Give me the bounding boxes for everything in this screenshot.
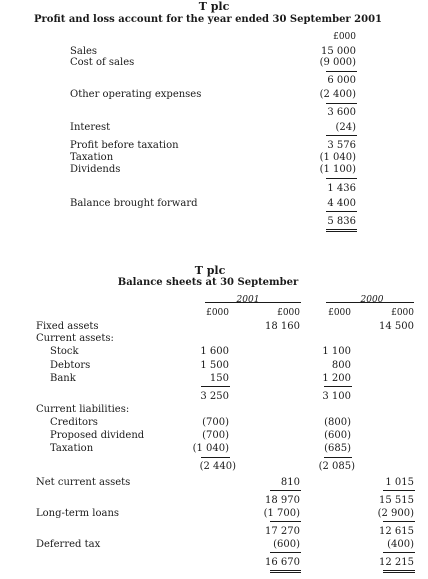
- pl-value-balance-carried-forward: 5 836: [327, 216, 356, 227]
- bs-company-name: T plc: [194, 264, 226, 277]
- bs-value-total-assets-less-cl-2001: 18 970: [265, 495, 300, 506]
- bs-value-long-term-loans-2000: (2 900): [377, 508, 414, 519]
- bs-value-total-assets-less-cl-2000: 15 515: [379, 495, 414, 506]
- bs-value-creditors-2000: (800): [324, 417, 351, 428]
- bs-year-2000: 2000: [360, 295, 384, 305]
- bs-double-rule: [270, 570, 301, 573]
- pl-label-profit-before-taxation: Profit before taxation: [70, 140, 179, 151]
- pl-value-cost-of-sales: (9 000): [319, 57, 356, 68]
- bs-value-after-loans-2000: 12 615: [379, 526, 414, 537]
- pl-value-retained-profit: 1 436: [327, 183, 356, 194]
- bs-rule: [270, 521, 301, 522]
- pl-value-sales: 15 000: [321, 46, 356, 57]
- bs-label-current-liabilities: Current liabilities:: [36, 404, 130, 415]
- pl-label-taxation: Taxation: [70, 152, 114, 163]
- pl-label-other-operating-expenses: Other operating expenses: [70, 89, 202, 100]
- bs-value-bank-2000: 1 200: [322, 373, 351, 384]
- bs-label-stock: Stock: [50, 346, 79, 357]
- pl-value-operating-profit: 3 600: [327, 107, 356, 118]
- bs-value-proposed-dividend-2001: (700): [202, 430, 229, 441]
- bs-label-debtors: Debtors: [50, 360, 91, 371]
- bs-value-taxation-2001: (1 040): [192, 443, 229, 454]
- bs-value-stock-2001: 1 600: [200, 346, 229, 357]
- pl-value-dividends: (1 100): [319, 164, 356, 175]
- pl-value-profit-before-taxation: 3 576: [327, 140, 356, 151]
- bs-rule: [201, 386, 230, 387]
- pl-label-sales: Sales: [70, 46, 98, 57]
- pl-double-rule: [326, 229, 357, 232]
- pl-rule: [326, 211, 357, 212]
- bs-label-long-term-loans: Long-term loans: [36, 508, 120, 519]
- pl-label-interest: Interest: [70, 122, 111, 133]
- bs-value-fixed-assets-2001: 18 160: [265, 321, 300, 332]
- bs-value-current-liabilities-total-2001: (2 440): [199, 461, 236, 472]
- pl-title: Profit and loss account for the year ended 30 September 2001: [33, 14, 383, 25]
- bs-title: Balance sheets at 30 September: [117, 277, 299, 288]
- pl-unit-header: £000: [333, 32, 356, 42]
- pl-value-taxation: (1 040): [319, 152, 356, 163]
- bs-double-rule: [383, 570, 415, 573]
- bs-year-rule: [326, 302, 414, 303]
- bs-value-debtors-2001: 1 500: [200, 360, 229, 371]
- bs-value-net-assets-2000: 12 215: [379, 557, 414, 568]
- bs-label-taxation: Taxation: [50, 443, 94, 454]
- pl-value-gross-profit: 6 000: [327, 75, 356, 86]
- bs-value-current-assets-total-2000: 3 100: [322, 391, 351, 402]
- pl-rule: [326, 135, 357, 136]
- bs-value-fixed-assets-2000: 14 500: [379, 321, 414, 332]
- bs-label-net-current-assets: Net current assets: [36, 477, 131, 488]
- bs-value-proposed-dividend-2000: (600): [324, 430, 351, 441]
- bs-value-deferred-tax-2001: (600): [273, 539, 300, 550]
- bs-rule: [270, 490, 301, 491]
- bs-value-after-loans-2001: 17 270: [265, 526, 300, 537]
- bs-year-2001: 2001: [236, 295, 260, 305]
- bs-unit-header: £000: [328, 308, 351, 318]
- pl-value-balance-brought-forward: 4 400: [327, 198, 356, 209]
- bs-rule: [383, 521, 415, 522]
- bs-rule: [270, 552, 301, 553]
- pl-label-cost-of-sales: Cost of sales: [70, 57, 135, 68]
- bs-rule: [383, 490, 415, 491]
- bs-value-current-assets-total-2001: 3 250: [200, 391, 229, 402]
- bs-value-long-term-loans-2001: (1 700): [263, 508, 300, 519]
- bs-label-creditors: Creditors: [50, 417, 98, 428]
- bs-label-deferred-tax: Deferred tax: [36, 539, 101, 550]
- pl-rule: [326, 71, 357, 72]
- bs-value-bank-2001: 150: [209, 373, 229, 384]
- bs-rule: [324, 457, 352, 458]
- bs-unit-header: £000: [391, 308, 414, 318]
- bs-value-current-liabilities-total-2000: (2 085): [318, 461, 355, 472]
- bs-label-proposed-dividend: Proposed dividend: [50, 430, 145, 441]
- pl-value-other-operating-expenses: (2 400): [319, 89, 356, 100]
- pl-company-name: T plc: [198, 0, 230, 13]
- pl-rule: [326, 178, 357, 179]
- pl-label-balance-brought-forward: Balance brought forward: [70, 198, 198, 209]
- bs-value-net-current-assets-2001: 810: [280, 477, 300, 488]
- pl-rule: [326, 103, 357, 104]
- bs-year-rule: [205, 302, 301, 303]
- bs-unit-header: £000: [206, 308, 229, 318]
- bs-value-creditors-2001: (700): [202, 417, 229, 428]
- bs-label-fixed-assets: Fixed assets: [36, 321, 99, 332]
- bs-label-bank: Bank: [50, 373, 76, 384]
- bs-value-stock-2000: 1 100: [322, 346, 351, 357]
- bs-unit-header: £000: [277, 308, 300, 318]
- bs-value-deferred-tax-2000: (400): [387, 539, 414, 550]
- bs-label-current-assets: Current assets:: [36, 333, 114, 344]
- bs-value-taxation-2000: (685): [324, 443, 351, 454]
- bs-value-net-assets-2001: 16 670: [265, 557, 300, 568]
- bs-rule: [383, 552, 415, 553]
- bs-rule: [324, 386, 352, 387]
- pl-label-dividends: Dividends: [70, 164, 121, 175]
- bs-rule: [201, 457, 230, 458]
- pl-value-interest: (24): [335, 122, 356, 133]
- bs-value-net-current-assets-2000: 1 015: [385, 477, 414, 488]
- bs-value-debtors-2000: 800: [331, 360, 351, 371]
